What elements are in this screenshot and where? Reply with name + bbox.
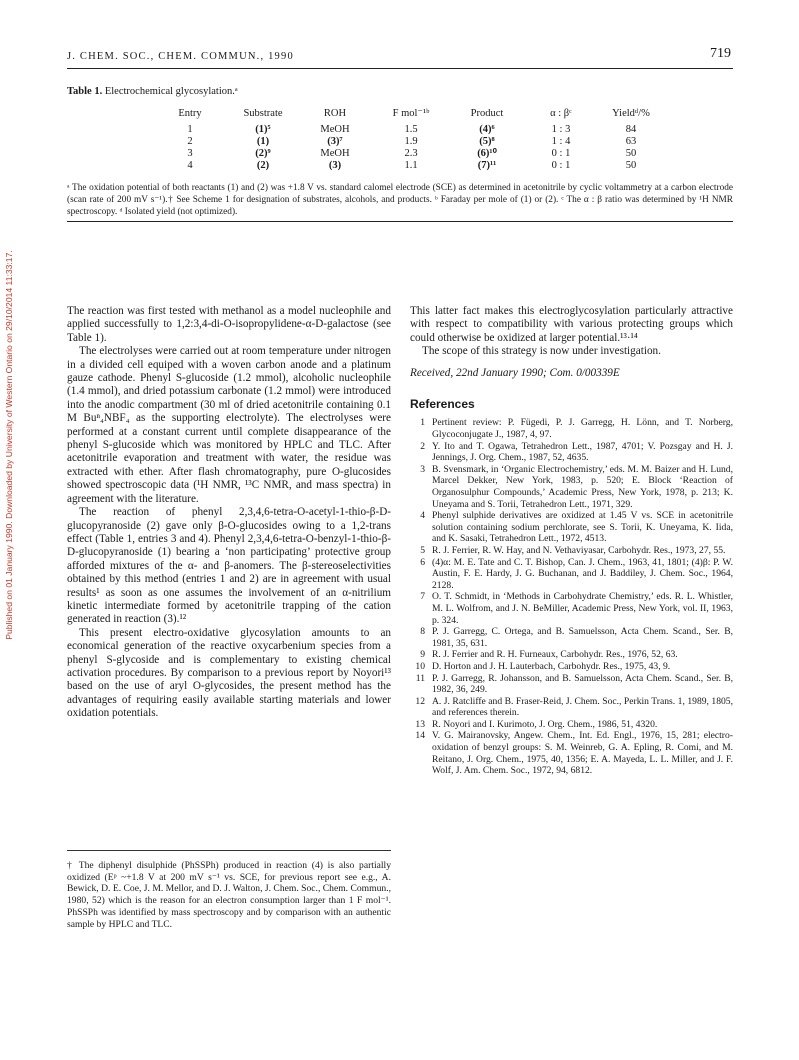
col-header-ratio: α : βᶜ (550, 107, 572, 119)
right-column (410, 305, 733, 777)
reference-item (410, 464, 733, 510)
cell-ratio: 1 : 4 (551, 136, 571, 147)
cell-entry: 1 (187, 124, 193, 135)
table-row (158, 148, 658, 160)
reference-item (410, 626, 733, 649)
cell-entry: 2 (187, 136, 193, 147)
cell-yield: 84 (625, 124, 637, 135)
reference-number: 8 (420, 626, 425, 638)
reference-item (410, 557, 733, 592)
reference-item (410, 661, 733, 673)
reference-list (410, 417, 733, 776)
cell-substrate: (1) (256, 136, 270, 147)
reference-number: 1 (420, 417, 425, 429)
references-heading: References (410, 397, 475, 412)
cell-product: (5)⁸ (479, 136, 495, 147)
page-header (67, 46, 733, 66)
reference-item (410, 417, 733, 440)
reference-text: Y. Ito and T. Ogawa, Tetrahedron Lett., 1987, 4701; V. Pozsgay and H. J. Jennings, J. Org. Chem., 1987, 52, 4635. (432, 440, 733, 464)
cell-yield: 63 (625, 136, 637, 147)
reference-number: 12 (415, 695, 425, 707)
cell-ratio: 1 : 3 (551, 124, 571, 135)
reference-text: (4)α: M. E. Tate and C. T. Bishop, Can. J. Chem., 1963, 41, 1801; (4)β: P. W. Austin, F. E. Hardy, J. G. Buchanan, and J. Baddiley, J. Chem. Soc., 1964, 2128. (432, 556, 733, 591)
cell-entry: 4 (187, 160, 193, 171)
reference-number: 11 (415, 672, 425, 684)
cell-roh: (3) (328, 160, 342, 171)
reference-text: A. J. Ratcliffe and B. Fraser-Reid, J. Chem. Soc., Perkin Trans. 1, 1989, 1805, and references therein. (432, 695, 733, 719)
cell-yield: 50 (625, 148, 637, 159)
reference-item (410, 649, 733, 661)
col-header-product: Product (470, 107, 504, 119)
paragraph: The scope of this strategy is now under investigation. (422, 345, 661, 358)
reference-text: R. Noyori and I. Kurimoto, J. Org. Chem., 1986, 51, 4320. (432, 718, 658, 730)
reference-text: R. J. Ferrier, R. W. Hay, and N. Vethaviyasar, Carbohydr. Res., 1973, 27, 55. (432, 544, 726, 556)
table-row (158, 136, 658, 148)
page-number: 719 (710, 46, 731, 61)
paragraph: This latter fact makes this electroglycosylation particularly attractive with respect to compatibility with various protecting groups which could otherwise be oxidized at larger potential.¹³·¹⁴ (410, 305, 733, 344)
cell-yield: 50 (625, 160, 637, 171)
glycosylation-table (158, 107, 658, 172)
reference-number: 2 (420, 440, 425, 452)
cell-substrate: (1)⁵ (255, 124, 271, 135)
reference-number: 6 (420, 556, 425, 568)
cell-substrate: (2) (256, 160, 270, 171)
cell-ratio: 0 : 1 (551, 148, 571, 159)
reference-number: 14 (415, 730, 425, 742)
cell-product: (6)¹⁰ (477, 148, 497, 159)
table-header-row (158, 107, 658, 124)
col-header-fmol: F mol⁻¹ᵇ (392, 108, 430, 119)
journal-title: J. CHEM. SOC., CHEM. COMMUN., 1990 (67, 51, 294, 62)
table-row (158, 160, 658, 172)
header-rule (67, 68, 733, 69)
cell-fmol: 1.5 (404, 124, 418, 135)
reference-number: 4 (420, 510, 425, 522)
reference-item (410, 441, 733, 464)
table-caption-label: Table 1. (67, 86, 103, 97)
reference-text: P. J. Garregg, R. Johansson, and B. Samuelsson, Acta Chem. Scand., Ser. B, 1982, 36, 249. (432, 672, 733, 696)
dagger-footnote: † The diphenyl disulphide (PhSSPh) produced in reaction (4) is also partially oxidized (Eᵖ ~+1.8 V at 200 mV s⁻¹ vs. SCE, for previous report see e.g., A. Bewick, D. E. Coe, J. M. Mellor, and D. J. Walton, J. Chem. Soc., Chem. Commun., 1980, 52) which is the reason for an electron consumption larger than 1 F mol⁻¹. PhSSPh was identified by mass spectroscopy and by comparison with an authentic sample by HPLC and TLC. (67, 850, 391, 930)
reference-text: O. T. Schmidt, in ‘Methods in Carbohydrate Chemistry,’ eds. R. L. Whistler, M. L. Wolfrom, and J. N. BeMiller, Academic Press, New York, vol. II, 1963, p. 324. (432, 591, 733, 626)
watermark-text: Published on 01 January 1990. Downloaded by University of Western Ontario on 29/10/2014 11:33:17. (4, 250, 14, 640)
paragraph: The electrolyses were carried out at room temperature under nitrogen in a divided cell equiped with a woven carbon anode and a platinum gauze cathode. Phenyl S-glucoside (1.2 mmol), alcoholic nucleophile (1.4 mmol), and dried potassium carbonate (1.2 mmol) were introduced into the anodic compartment (30 ml of dried acetonitrile containing 0.1 M Buⁿ₄NBF₄ as the supporting electrolyte). The electrolyses were performed at a constant current until complete disappearance of the phenyl S-glucoside which was monitored by HPLC and TLC. After acetonitrile evaporation and treatment with water, the residue was extracted with ether. After flash chromatography, pure O-glucosides showed spectroscopic data (¹H NMR, ¹³C NMR, and mass spectra) in agreement with the literature. (67, 345, 391, 505)
paragraph: The reaction of phenyl 2,3,4,6-tetra-O-acetyl-1-thio-β-D-glucopyranoside (2) gave only β-O-glucosides owing to a 1,2-trans effect (Table 1, entries 3 and 4). Phenyl 2,3,4,6-tetra-O-benzyl-1-thio-β-D-glucopyranoside (1) bearing a ‘non participating’ protective group afforded mixtures of the α- and β-anomers. The β-stereoselectivities obtained by this method (entries 1 and 2) are in agreement with usual results¹ as soon as one assumes the involvement of an α-nitrilium kinetic intermediate formed by acetonitrile trapping of the cation generated in reaction (3).¹² (67, 506, 391, 626)
col-header-roh: ROH (323, 107, 347, 119)
col-header-substrate: Substrate (243, 107, 283, 119)
reference-item (410, 719, 733, 731)
reference-item (410, 673, 733, 696)
reference-number: 5 (420, 544, 425, 556)
col-header-entry: Entry (178, 107, 202, 119)
reference-item (410, 510, 733, 545)
reference-text: Pertinent review: P. Fügedi, P. J. Garregg, H. Lönn, and T. Norberg, Glycoconjugate J., 1987, 4, 97. (432, 417, 733, 441)
reference-number: 7 (420, 591, 425, 603)
cell-substrate: (2)⁹ (255, 148, 271, 159)
cell-fmol: 1.9 (404, 136, 418, 147)
cell-ratio: 0 : 1 (551, 160, 571, 171)
paragraph: This present electro-oxidative glycosylation amounts to an economical generation of the reactive oxycarbenium species from a phenyl S-glycoside and is complementary to existing chemical activation procedures. By comparison to a previous report by Noyori¹³ based on the use of aryl O-glycosides, the present method has the advantages of requiring easily available starting materials and lower oxidation potentials. (67, 626, 391, 720)
reference-item (410, 591, 733, 626)
paragraph: The reaction was first tested with methanol as a model nucleophile and applied successfully to 1,2:3,4-di-O-isopropylidene-α-D-galactose (see Table 1). (67, 305, 391, 344)
reference-number: 10 (415, 660, 425, 672)
reference-text: B. Svensmark, in ‘Organic Electrochemistry,’ eds. M. M. Baizer and H. Lund, Marcel Dekker, New York, 1983, p. 520; E. Block ‘Reaction of Organosulphur Compounds,’ Academic Press, New York, 1978, p. 213; K. Uneyama and S. Torii, Tetrahedron Lett., 1971, 329. (432, 463, 733, 510)
cell-product: (4)⁶ (479, 124, 495, 135)
table-caption (67, 86, 238, 97)
cell-fmol: 1.1 (404, 160, 418, 171)
table-caption-text: Electrochemical glycosylation.ᵃ (104, 86, 238, 97)
cell-fmol: 2.3 (404, 148, 418, 159)
reference-text: R. J. Ferrier and R. H. Furneaux, Carbohydr. Res., 1976, 52, 63. (432, 649, 678, 661)
reference-number: 3 (420, 463, 425, 475)
reference-text: D. Horton and J. H. Lauterbach, Carbohydr. Res., 1975, 43, 9. (432, 660, 671, 672)
reference-number: 13 (415, 718, 425, 730)
reference-item (410, 545, 733, 557)
table-footnote: ᵃ The oxidation potential of both reactants (1) and (2) was +1.8 V vs. standard calomel electrode (SCE) as determined in acetonitrile by cyclic voltammetry at a carbon electrode (scan rate of 200 mV s⁻¹).† See Scheme 1 for designation of substrates, alcohols, and products. ᵇ Faraday per mole of (1) or (2). ᶜ The α : β ratio was determined by ¹H NMR spectroscopy. ᵈ Isolated yield (not optimized). (67, 183, 733, 217)
table-bottom-rule (67, 221, 733, 222)
cell-entry: 3 (187, 148, 193, 159)
cell-roh: (3)⁷ (327, 136, 343, 147)
reference-item (410, 696, 733, 719)
cell-roh: MeOH (320, 148, 350, 159)
download-watermark (2, 165, 16, 725)
cell-product: (7)¹¹ (477, 160, 497, 171)
reference-number: 9 (420, 649, 425, 661)
reference-item (410, 730, 733, 776)
left-column (67, 305, 391, 721)
reference-text: V. G. Mairanovsky, Angew. Chem., Int. Ed. Engl., 1976, 15, 281; electro-oxidation of benzyl groups: S. M. Weinreb, G. A. Epling, R. Comi, and M. Reitano, J. Org. Chem., 1975, 40, 1356; E. A. Mayeda, L. L. Miller, and J. F. Wolf, J. Am. Chem. Soc., 1972, 94, 6812. (432, 730, 733, 777)
col-header-yield: Yieldᵈ/% (612, 107, 650, 119)
reference-text: P. J. Garregg, C. Ortega, and B. Samuelsson, Acta Chem. Scand., Ser. B, 1981, 35, 631. (432, 626, 733, 649)
table-row (158, 124, 658, 136)
reference-text: Phenyl sulphide derivatives are oxidized at 1.45 V vs. SCE in acetonitrile solution containing sodium perchlorate, see S. Torii, K. Uneyama, K. Iida, and K. Sasaki, Tetrahedron Lett., 1972, 4513. (432, 510, 733, 545)
cell-roh: MeOH (320, 124, 350, 135)
received-line: Received, 22nd January 1990; Com. 0/00339E (410, 366, 620, 379)
